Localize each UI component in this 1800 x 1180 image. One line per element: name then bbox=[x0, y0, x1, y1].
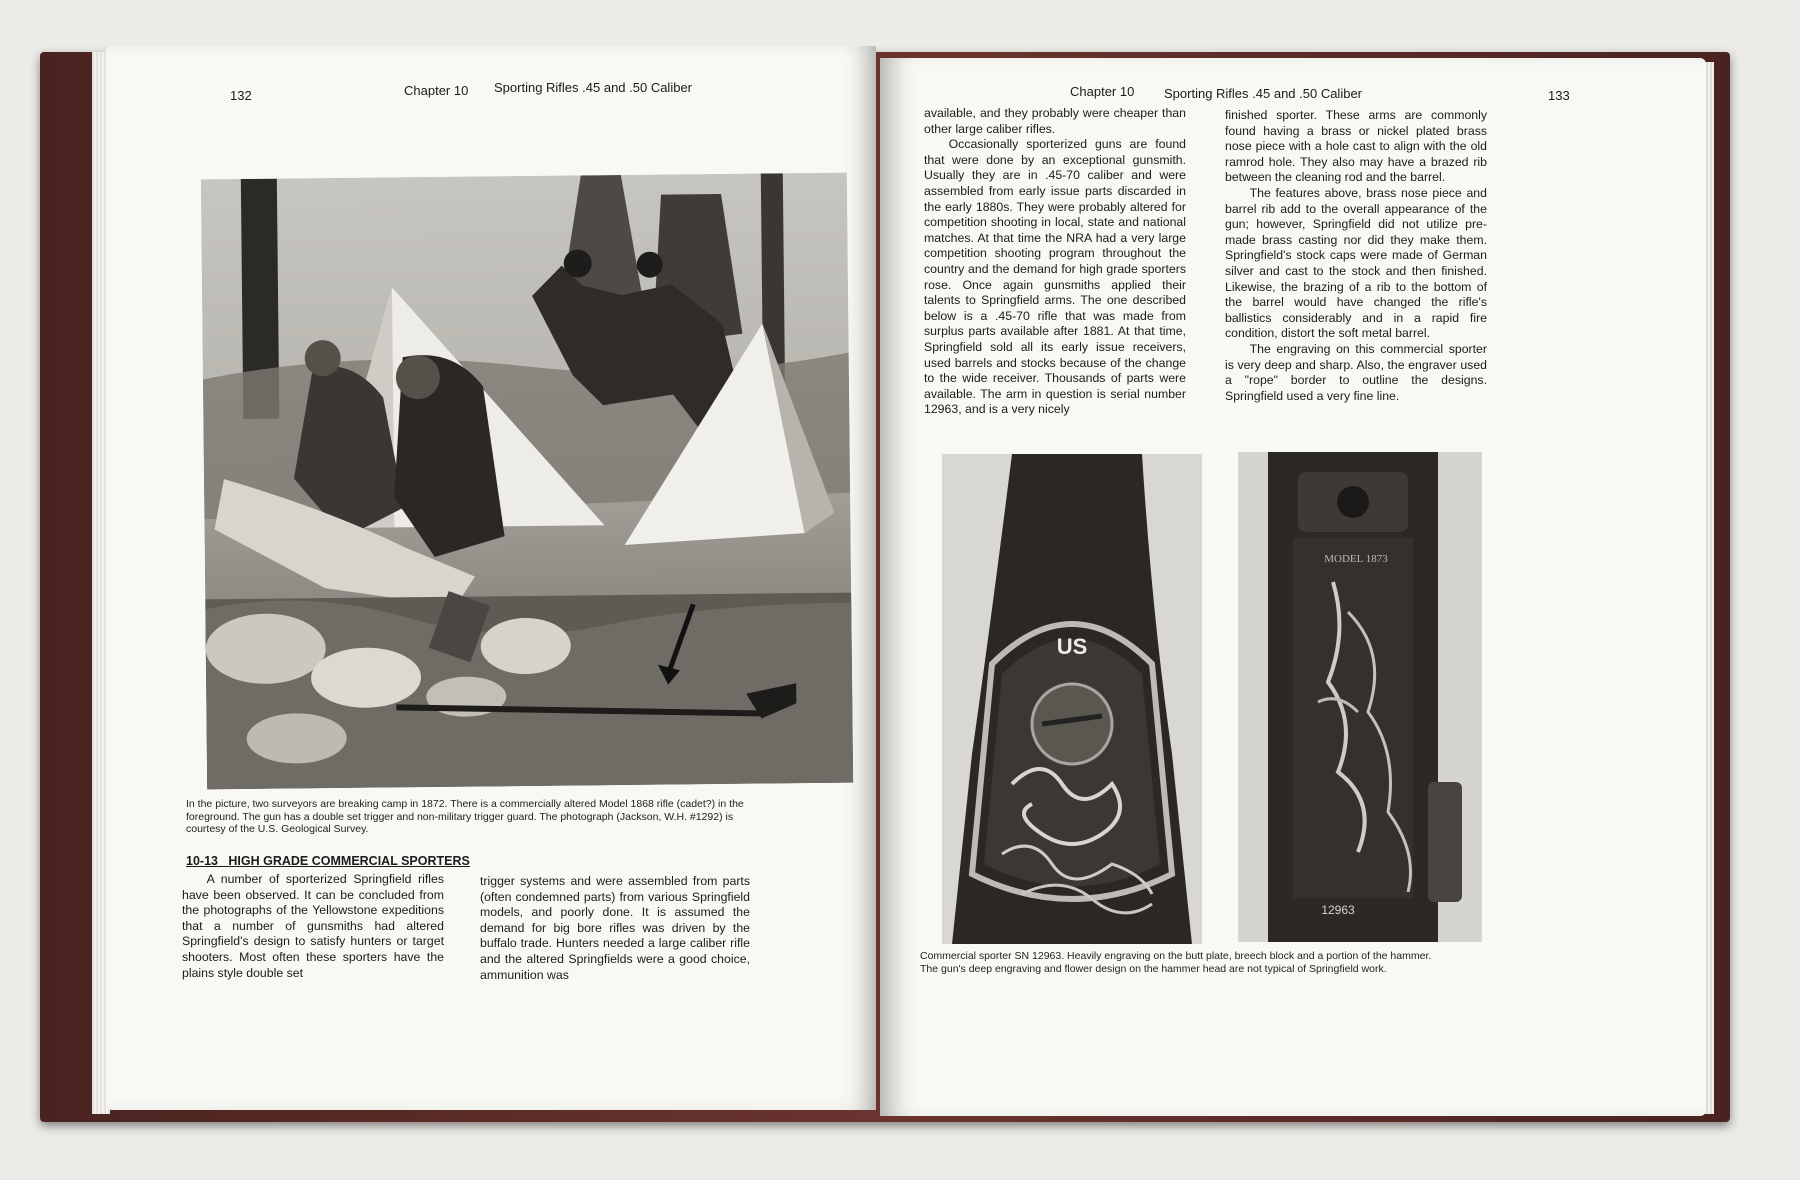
right-column-2 bbox=[1225, 108, 1487, 404]
caption-line: The gun's deep engraving and flower design on the hammer head are not typical of Springfield work. bbox=[920, 962, 1387, 975]
section-title: HIGH GRADE COMMERCIAL SPORTERS bbox=[228, 854, 470, 868]
chapter-label-right: Chapter 10 bbox=[1070, 84, 1135, 99]
caption-line: Commercial sporter SN 12963. Heavily engraving on the butt plate, breech block and a portion of the hammer. bbox=[920, 950, 1432, 962]
left-column-2 bbox=[480, 874, 750, 983]
caption-line: foreground. The gun has a double set trigger and non-military trigger guard. The photograph (Jackson, W.H. #1292) is bbox=[186, 810, 734, 823]
photo-caption-right bbox=[920, 950, 1520, 975]
page-number-left: 132 bbox=[230, 88, 252, 103]
serial-marking: 12963 bbox=[1321, 903, 1355, 917]
left-page bbox=[106, 46, 876, 1110]
chapter-label-left: Chapter 10 bbox=[404, 83, 469, 98]
us-marking: US bbox=[1056, 634, 1088, 659]
paragraph: finished sporter. These arms are commonly found having a brass or nickel plated brass nose piece with a hole cast to align with the old ramrod hole. They also may have a brazed rib between the cleaning rod and the barrel. bbox=[1225, 108, 1487, 185]
surveyors-camp-photo bbox=[201, 173, 853, 790]
caption-line: courtesy of the U.S. Geological Survey. bbox=[186, 823, 369, 835]
section-number: 10-13 bbox=[186, 854, 218, 868]
chapter-title-right: Sporting Rifles .45 and .50 Caliber bbox=[1164, 86, 1363, 101]
caption-line: In the picture, two surveyors are breaking camp in 1872. There is a commercially altered Model 1868 rifle (cadet?) in the bbox=[186, 798, 744, 810]
page-number-right: 133 bbox=[1548, 88, 1570, 103]
chapter-title-left: Sporting Rifles .45 and .50 Caliber bbox=[494, 80, 693, 95]
paragraph: A number of sporterized Springfield rifles have been observed. It can be concluded from the photographs of the Yellowstone expeditions that a number of gunsmiths had altered Springfield's design to satisfy hunters or target shooters. Most often these sporters have the plains style double set bbox=[182, 872, 444, 980]
paragraph: The engraving on this commercial sporter is very deep and sharp. Also, the engraver used a "rope" border to outline the designs. Springfield used a very fine line. bbox=[1225, 341, 1487, 403]
photo-caption-left bbox=[186, 798, 826, 836]
paragraph: The features above, brass nose piece and barrel rib add to the overall appearance of the gun; however, Springfield did not utilize pre-made brass casting nor did they make them. Springfield's stock caps were made of German silver and cast to the stock and then finished. Likewise, the brazing of a rib to the bottom of the barrel would have changed the rifle's ballistics considerably and in a rapid fire condition, distort the soft metal barrel. bbox=[1225, 185, 1487, 341]
section-heading bbox=[186, 854, 470, 868]
receiver-photo bbox=[1238, 452, 1482, 942]
right-page bbox=[880, 58, 1706, 1116]
right-column-1 bbox=[924, 106, 1186, 418]
paragraph: available, and they probably were cheaper than other large caliber rifles. bbox=[924, 106, 1186, 136]
paragraph: Occasionally sporterized guns are found that were done by an exceptional gunsmith. Usually they are in .45-70 caliber and were assembled from early issue parts discarded in the early 1880s. They were probably altered for competition shooting in local, state and national matches. At that time the NRA had a very large competition shooting program throughout the country and the demand for high grade sporters rose. Once again gunsmiths applied their talents to Springfield arms. The one described below is a .45-70 rifle that was made from surplus parts available after 1881. At that time, Springfield sold all its early issue receivers, used barrels and stocks because of the change to the wide receiver. Thousands of parts were available. The arm in question is serial number 12963, and is a very nicely bbox=[924, 137, 1186, 417]
left-column-1 bbox=[182, 872, 444, 981]
paragraph: trigger systems and were assembled from parts (often condemned parts) from various Springfield models, and poorly done. It is assumed the demand for big bore rifles was driven by the buffalo trade. Hunters needed a large caliber rifle and the altered Springfields were a good choice, ammunition was bbox=[480, 874, 750, 982]
receiver-model-marking: MODEL 1873 bbox=[1324, 553, 1388, 565]
butt-plate-photo bbox=[942, 454, 1202, 944]
